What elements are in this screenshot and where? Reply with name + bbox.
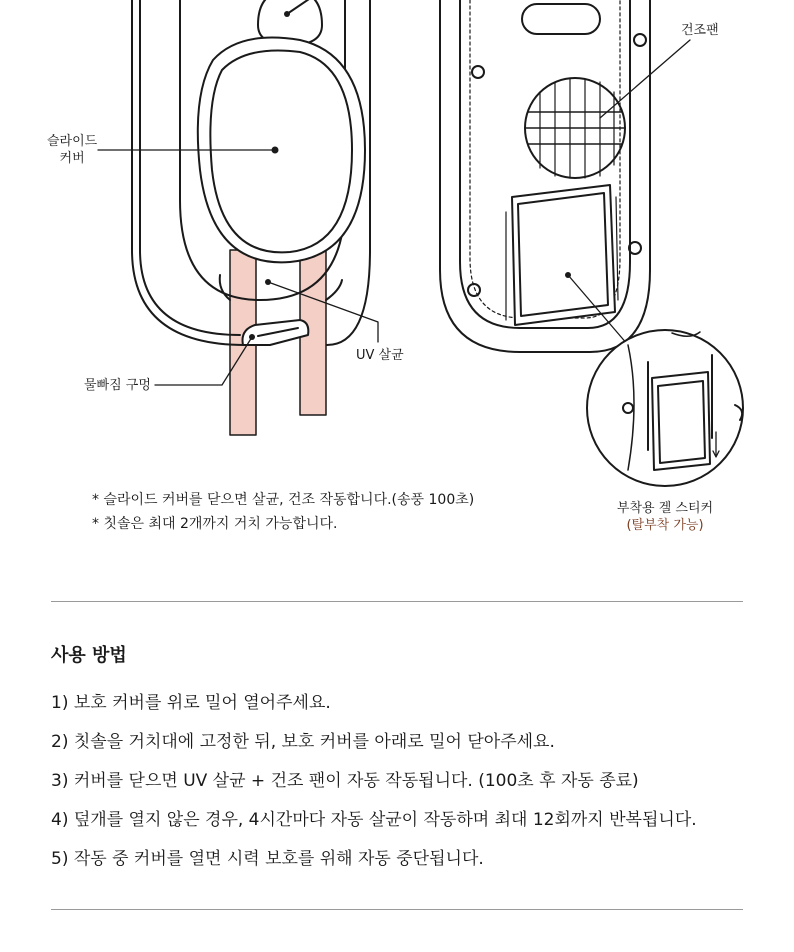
slide-cover-label-text: 슬라이드 커버: [47, 134, 98, 166]
note-1: * 슬라이드 커버를 닫으면 살균, 건조 작동합니다.(송풍 100초): [92, 492, 475, 508]
drain-hole-label: 물빠짐 구멍: [84, 378, 151, 393]
zoom-detail: [587, 330, 743, 486]
usage-title: 사용 방법: [51, 645, 127, 666]
dry-fan-label: 건조팬: [681, 23, 719, 38]
usage-step-2: 2) 칫솔을 거치대에 고정한 뒤, 보호 커버를 아래로 밀어 닫아주세요.: [51, 732, 555, 752]
usage-step-1: 1) 보호 커버를 위로 밀어 열어주세요.: [51, 693, 331, 713]
sticker-label-line1: 부착용 겔 스티커: [616, 501, 714, 516]
uv-sterilize-label: UV 살균: [356, 348, 404, 363]
usage-step-3: 3) 커버를 닫으면 UV 살균 + 건조 팬이 자동 작동됩니다. (100초 후 자동 종료): [51, 771, 639, 791]
note-2: * 칫솔은 최대 2개까지 거치 가능합니다.: [92, 516, 338, 532]
usage-step-4: 4) 덮개를 열지 않은 경우, 4시간마다 자동 살균이 작동하며 최대 12회까지 반복됩니다.: [51, 810, 697, 830]
back-device-drawing: [440, 0, 650, 352]
divider-bottom: [51, 909, 743, 910]
usage-steps: [51, 684, 697, 879]
slide-cover-label: [47, 133, 97, 167]
front-device-drawing: [132, 0, 370, 435]
usage-step-5: 5) 작동 중 커버를 열면 시력 보호를 위해 자동 중단됩니다.: [51, 849, 484, 869]
fan-leader: [600, 40, 690, 118]
sticker-label: [613, 500, 717, 534]
divider-top: [51, 601, 743, 602]
sticker-label-line2: (탈부착 가능): [626, 518, 704, 533]
